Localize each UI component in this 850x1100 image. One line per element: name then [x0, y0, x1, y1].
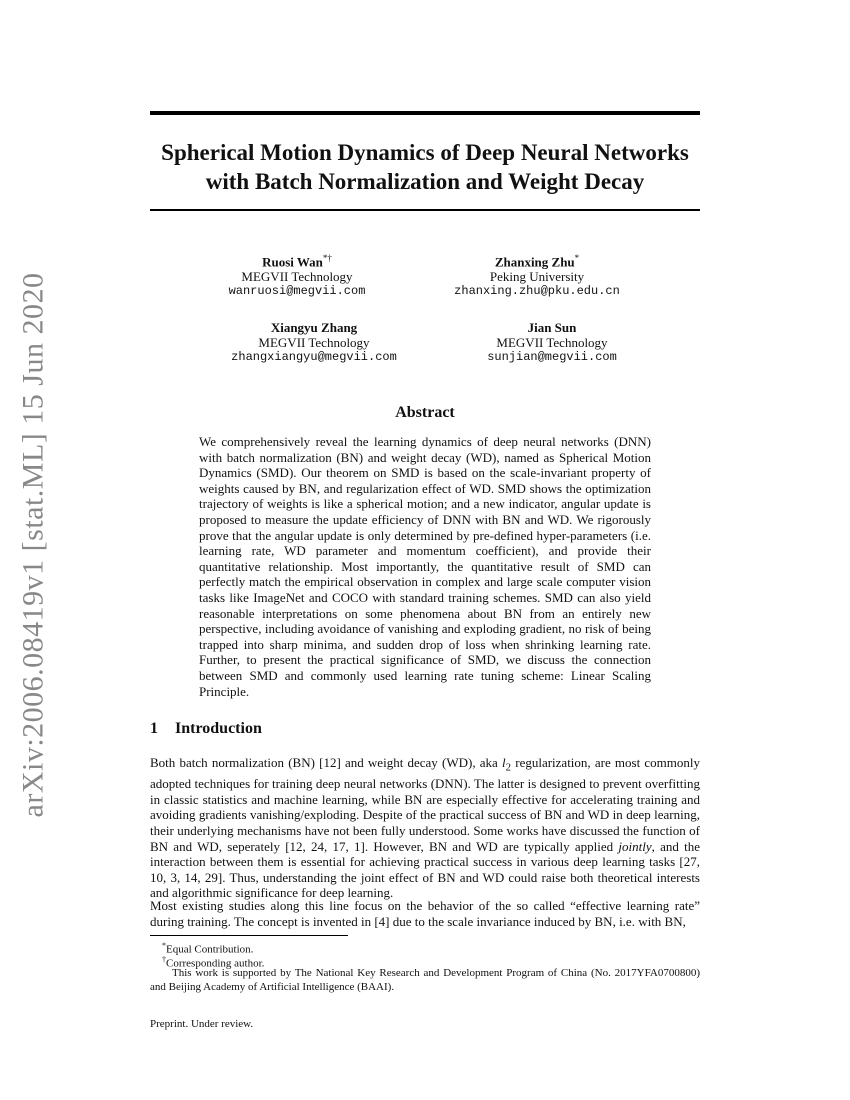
arxiv-stamp: [12, 272, 54, 818]
author-name: Zhanxing Zhu: [494, 254, 575, 270]
author-block: [417, 251, 657, 299]
preprint-notice: Preprint. Under review.: [150, 1018, 254, 1030]
author-affiliation: Peking University: [489, 269, 585, 285]
footnote-mark: *: [162, 941, 166, 950]
author-email[interactable]: zhanxing.zhu@pku.edu.cn: [454, 284, 620, 299]
footnote-text: Equal Contribution.: [166, 943, 254, 956]
text-run: , and the interaction between them is essential for achieving practical success in various deep learning tasks [27, 10, 3, 14, 29]. Thus, understanding the joint effect of BN and WD could raise both theoretical interests and algorithmic significance for deep learning.: [150, 838, 700, 901]
author-block: [194, 320, 434, 365]
author-marks: *†: [322, 253, 332, 263]
footnote: [150, 966, 700, 994]
text-run: Both batch normalization (BN) [12] and weight decay (WD), aka: [150, 755, 502, 770]
section-title: Introduction: [175, 720, 262, 737]
author-name: Xiangyu Zhang: [270, 320, 358, 335]
title-rule-bottom: [150, 209, 700, 211]
author-affiliation: MEGVII Technology: [496, 335, 608, 350]
paper-title: [150, 138, 700, 196]
math-subscript: 2: [505, 761, 512, 774]
section-heading: [150, 720, 262, 738]
author-affiliation: MEGVII Technology: [241, 269, 353, 285]
author-marks: *: [574, 253, 580, 263]
title-rule-top: [150, 111, 700, 115]
author-email[interactable]: sunjian@megvii.com: [487, 350, 617, 364]
section-number: 1: [150, 720, 158, 737]
author-email[interactable]: wanruosi@megvii.com: [228, 284, 366, 299]
title-line-1: Spherical Motion Dynamics of Deep Neural Networks: [161, 140, 689, 165]
math-symbol: l: [502, 755, 506, 770]
text-run: regularization, are most commonly adopted techniques for training deep neural networks (DNN). The latter is designed to prevent overfitting in classic statistics and machine learning, while BN are especially effective for accelerating training and avoiding gradients vanishing/exploding. Despite of the practical success of BN and WD in deep learning, their underlying mechanisms have not been fully understood. Some works have discussed the function of BN and WD, seperately [12, 24, 17, 1]. However, BN and WD are typically applied: [150, 755, 701, 854]
author-email[interactable]: zhangxiangyu@megvii.com: [231, 350, 397, 364]
intro-paragraph-2: Most existing studies along this line focus on the behavior of the so called “effective learning rate” during training. The concept is invented in [4] due to the scale invariance induced by BN, i.e. with BN,: [150, 898, 700, 929]
author-affiliation: MEGVII Technology: [258, 335, 370, 350]
footnote-text: Corresponding author.: [166, 957, 265, 970]
author-block: [177, 251, 417, 299]
intro-paragraph-1: [150, 755, 700, 901]
arxiv-id: arXiv:2006.08419v1 [stat.ML] 15 Jun 2020: [16, 272, 49, 818]
title-line-2: with Batch Normalization and Weight Decay: [205, 169, 645, 194]
emphasis: jointly: [618, 838, 652, 854]
abstract-text: We comprehensively reveal the learning dynamics of deep neural networks (DNN) with batch normalization (BN) and weight decay (WD), named as Spherical Motion Dynamics (SMD). Our theorem on SMD is based on the scale-invariant property of weights caused by BN, and regularization effect of WD. SMD shows the optimization trajectory of weights is like a spherical motion; and a new indicator, angular update is proposed to measure the update efficiency of DNN with BN and WD. We rigorously prove that the angular update is only determined by pre-defined hyper-parameters (i.e. learning rate, WD parameter and momentum coefficient), and provide their quantitative relationship. Most importantly, the quantitative result of SMD can perfectly match the empirical observation in complex and large scale computer vision tasks like ImageNet and COCO with standard training schemes. SMD can also yield reasonable interpretations on some phenomena about BN from an entirely new perspective, including avoidance of vanishing and exploding gradient, no risk of being trapped into sharp minima, and sudden drop of loss when shrinking learning rate. Further, to present the practical significance of SMD, we discuss the connection between SMD and commonly used learning rate tuning scheme: Linear Scaling Principle.: [199, 434, 651, 699]
abstract-heading: Abstract: [395, 404, 455, 421]
footnote-text: This work is supported by The National Key Research and Development Program of China (No. 2017YFA0700800) and Beijing Academy of Artificial Intelligence (BAAI).: [150, 967, 700, 993]
author-block: [432, 320, 672, 365]
author-name: Ruosi Wan: [262, 254, 323, 270]
footnote-mark: †: [162, 955, 166, 964]
author-name: Jian Sun: [527, 320, 577, 335]
footnote-rule: [150, 935, 348, 936]
